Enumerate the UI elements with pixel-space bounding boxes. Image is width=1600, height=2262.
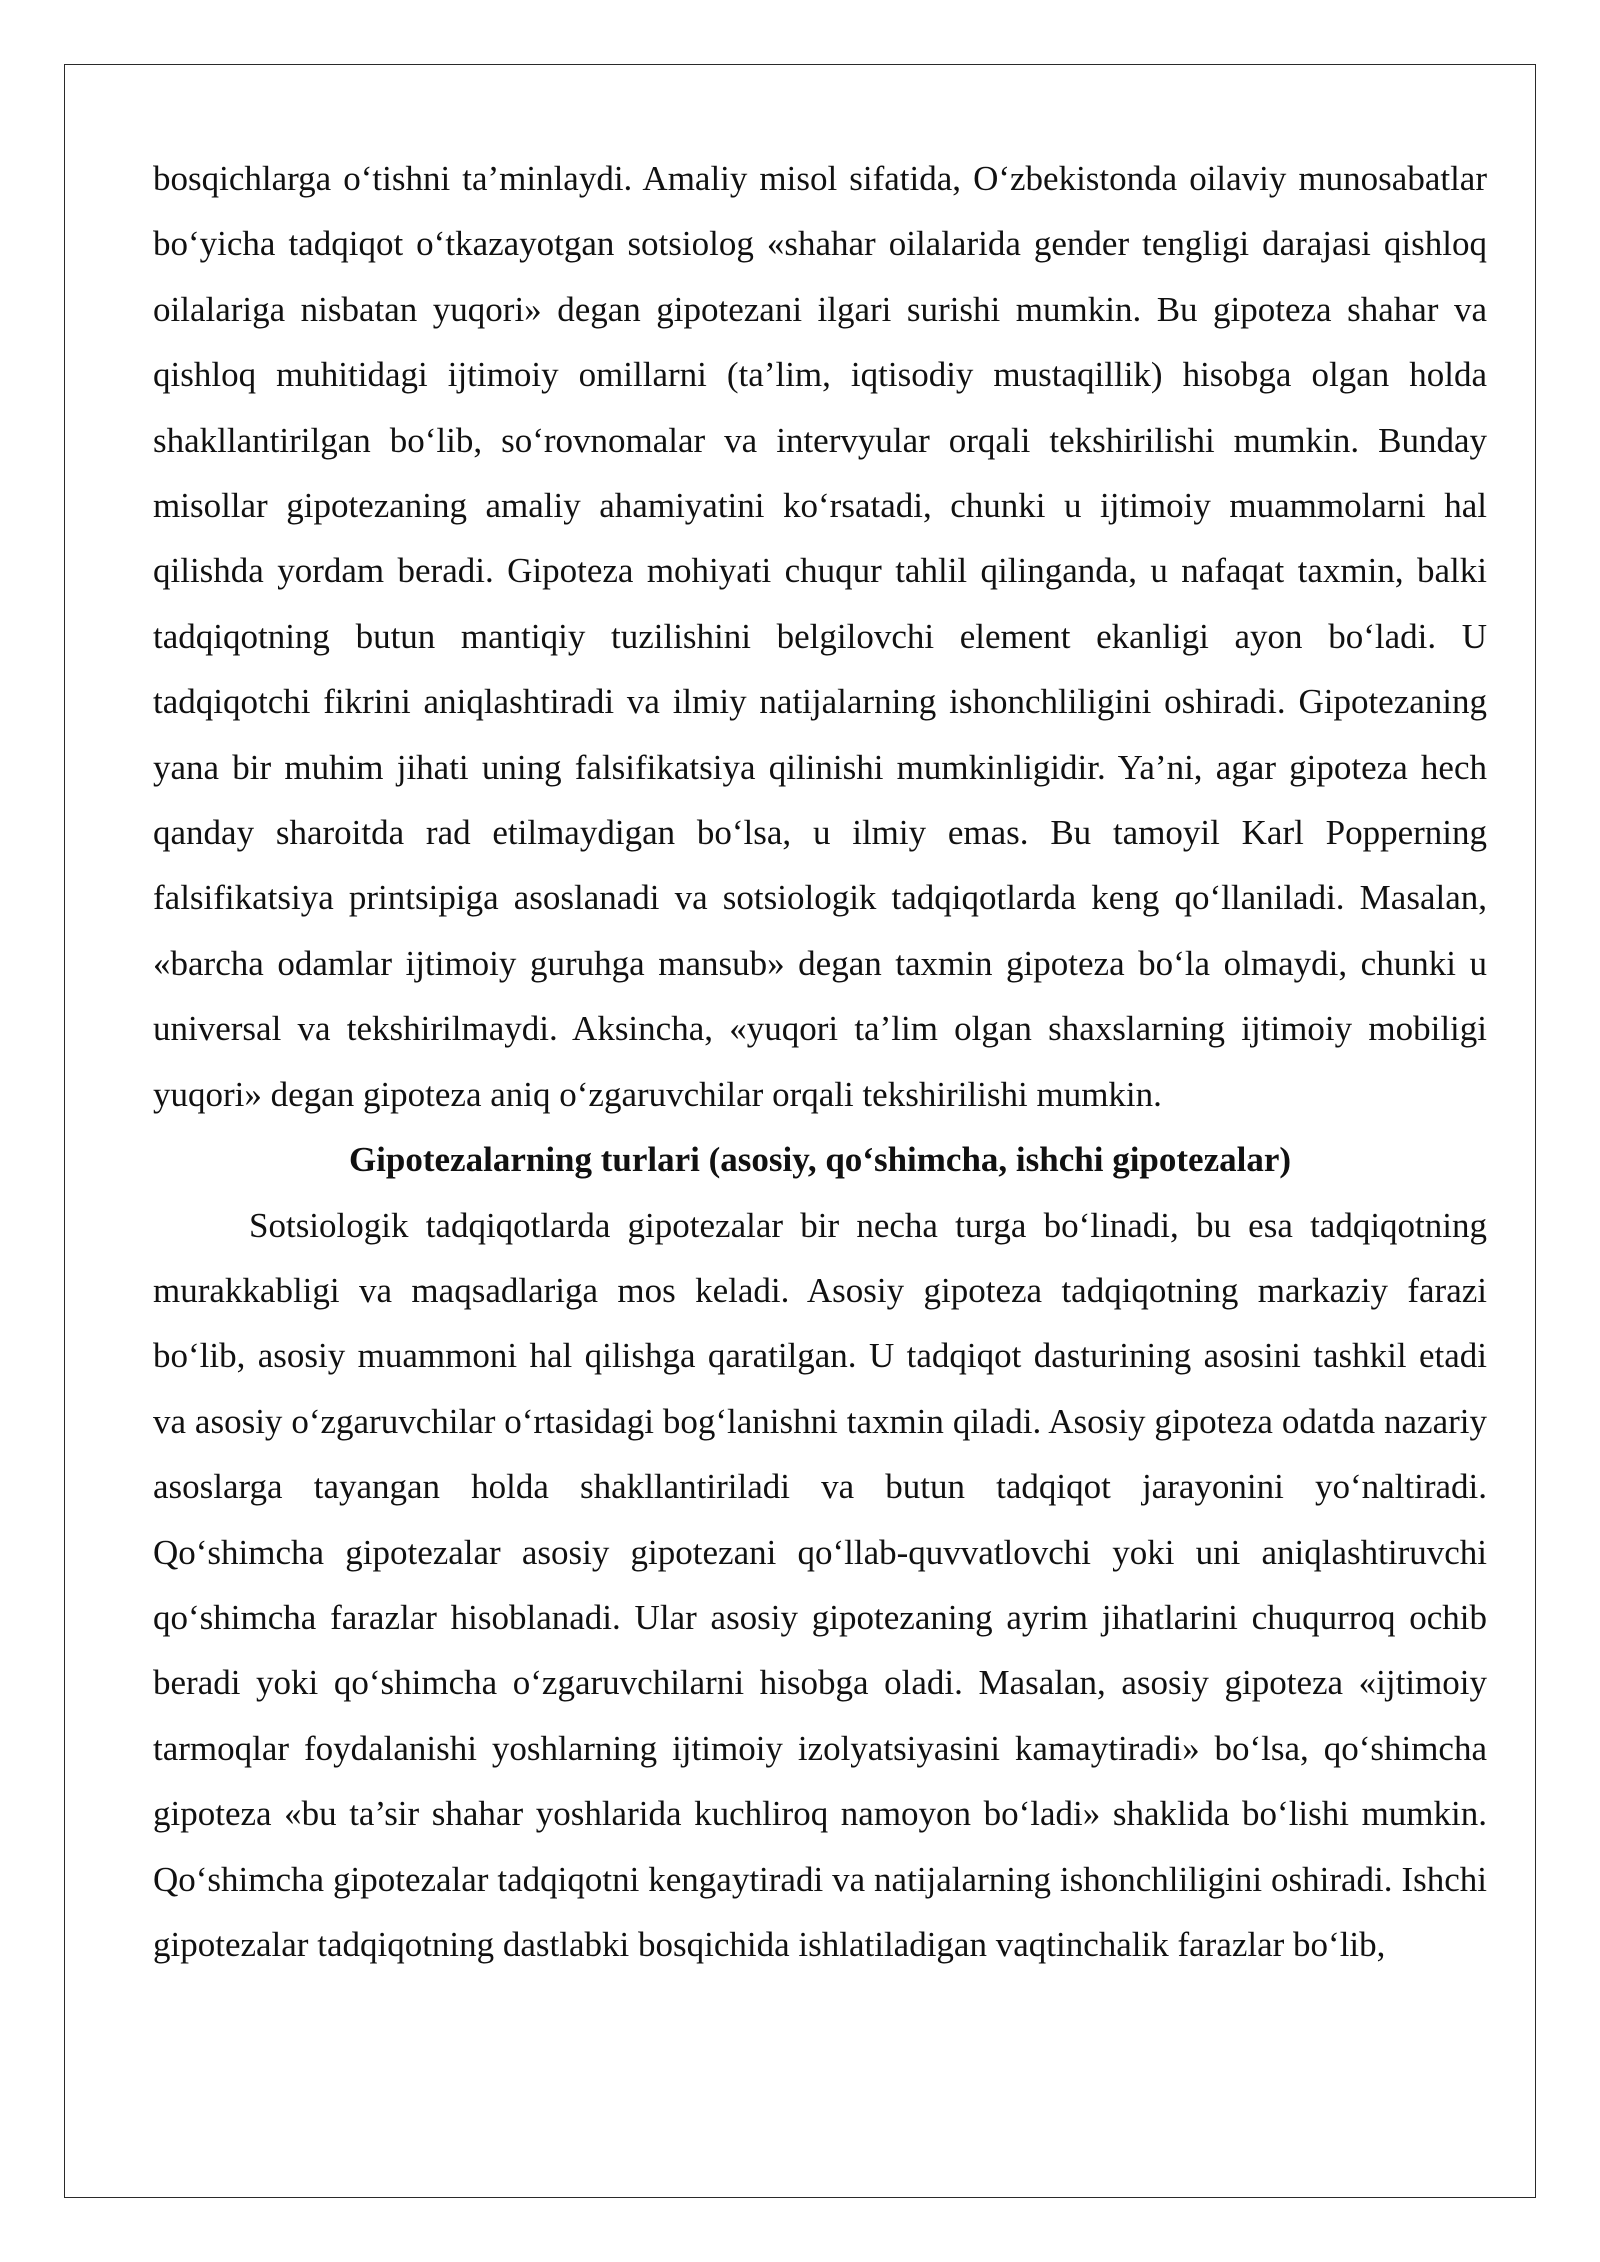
section-heading: Gipotezalarning turlari (asosiy, qo‘shimcha, ishchi gipotezalar) [348,1140,1292,1180]
body-paragraph: bosqichlarga o‘tishni ta’minlaydi. Amaliy misol sifatida, O‘zbekistonda oilaviy munosabatlar bo‘yicha tadqiqot o‘tkazayotgan sotsiolog «shahar oilalarida gender tengligi darajasi qishloq oilalariga nisbatan yuqori» degan gipotezani ilgari surishi mumkin. Bu gipoteza shahar va qishloq muhitidagi ijtimoiy omillarni (ta’lim, iqtisodiy mustaqillik) hisobga olgan holda shakllantirilgan bo‘lib, so‘rovnomalar va intervyular orqali tekshirilishi mumkin. Bunday misollar gipotezaning amaliy ahamiyatini ko‘rsatadi, chunki u ijtimoiy muammolarni hal qilishda yordam beradi. Gipoteza mohiyati chuqur tahlil qilinganda, u nafaqat taxmin, balki tadqiqotning butun mantiqiy tuzilishini belgilovchi element ekanligi ayon bo‘ladi. U tadqiqotchi fikrini aniqlashtiradi va ilmiy natijalarning ishonchliligini oshiradi. Gipotezaning yana bir muhim jihati uning falsifikatsiya qilinishi mumkinligidir. Ya’ni, agar gipoteza hech qanday sharoitda rad etilmaydigan bo‘lsa, u ilmiy emas. Bu tamoyil Karl Popperning falsifikatsiya printsipiga asoslanadi va sotsiologik tadqiqotlarda keng qo‘llaniladi. Masalan, «barcha odamlar ijtimoiy guruhga mansub» degan taxmin gipoteza bo‘la olmaydi, chunki u universal va tekshirilmaydi. Aksincha, «yuqori ta’lim olgan shaxslarning ijtimoiy mobiligi yuqori» degan gipoteza aniq o‘zgaruvchilar orqali tekshirilishi mumkin. [153,159,1487,1114]
document-body [153,146,1487,1977]
body-paragraph: Sotsiologik tadqiqotlarda gipotezalar bir necha turga bo‘linadi, bu esa tadqiqotning murakkabligi va maqsadlariga mos keladi. Asosiy gipoteza tadqiqotning markaziy farazi bo‘lib, asosiy muammoni hal qilishga qaratilgan. U tadqiqot dasturining asosini tashkil etadi va asosiy o‘zgaruvchilar o‘rtasidagi bog‘lanishni taxmin qiladi. Asosiy gipoteza odatda nazariy asoslarga tayangan holda shakllantiriladi va butun tadqiqot jarayonini yo‘naltiradi. Qo‘shimcha gipotezalar asosiy gipotezani qo‘llab-quvvatlovchi yoki uni aniqlashtiruvchi qo‘shimcha farazlar hisoblanadi. Ular asosiy gipotezaning ayrim jihatlarini chuqurroq ochib beradi yoki qo‘shimcha o‘zgaruvchilarni hisobga oladi. Masalan, asosiy gipoteza «ijtimoiy tarmoqlar foydalanishi yoshlarning ijtimoiy izolyatsiyasini kamaytiradi» bo‘lsa, qo‘shimcha gipoteza «bu ta’sir shahar yoshlarida kuchliroq namoyon bo‘ladi» shaklida bo‘lishi mumkin. Qo‘shimcha gipotezalar tadqiqotni kengaytiradi va natijalarning ishonchliligini oshiradi. Ishchi gipotezalar tadqiqotning dastlabki bosqichida ishlatiladigan vaqtinchalik farazlar bo‘lib, [153,1205,1487,1964]
